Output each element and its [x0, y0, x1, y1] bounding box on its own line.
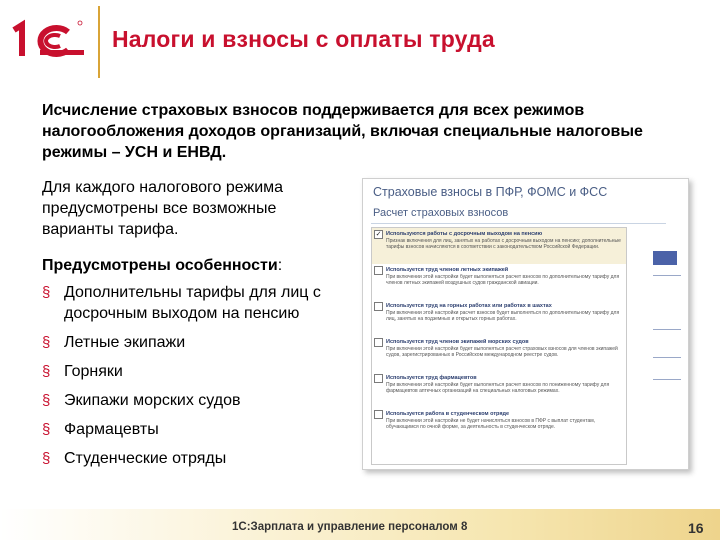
side-panel-line	[653, 379, 681, 380]
option-label: Используется работа в студенческом отряде	[386, 411, 510, 417]
side-panel-line	[653, 357, 681, 358]
form-divider	[371, 223, 666, 224]
option-label: Используется труд на горных работах или работах в шахтах	[386, 303, 552, 309]
checkbox[interactable]	[374, 410, 383, 419]
side-panel-strip	[653, 251, 677, 265]
bullet-icon: §	[42, 421, 51, 438]
feature-text: Экипажи морских судов	[64, 392, 241, 409]
features-title: Предусмотрены особенности	[42, 257, 278, 274]
side-panel-line	[653, 329, 681, 330]
list-item	[42, 282, 362, 324]
list-item	[42, 448, 362, 469]
bullet-icon: §	[42, 392, 51, 409]
bullet-icon: §	[42, 284, 51, 301]
option-pharmacists	[372, 372, 626, 408]
feature-text: Горняки	[64, 363, 123, 380]
intro-text: Исчисление страховых взносов поддерживается для всех режимов налогообложения доходов организаций, включая специальные налоговые режимы – УСН и ЕНВД.	[42, 102, 643, 161]
option-description: При включении этой настройки не будет начисляться взносов в ПФР с выплат студентам, обучающимся по очной форме, за деятельность в студенческом отряде.	[386, 418, 596, 430]
features-list	[42, 282, 362, 469]
option-label: Используется труд фармацевтов	[386, 375, 477, 381]
feature-text: Студенческие отряды	[64, 450, 227, 467]
features-title-colon: :	[277, 257, 283, 274]
form-window-title: Страховые взносы в ПФР, ФОМС и ФСС	[373, 185, 608, 199]
features-block	[42, 255, 362, 477]
checkbox[interactable]	[374, 266, 383, 275]
checkbox[interactable]	[374, 338, 383, 347]
option-description: При включении этой настройки будет выполняться расчет взносов по дополнительному тарифу для членов летных экипажей воздушных судов гражданской авиации.	[386, 274, 620, 286]
list-item	[42, 390, 362, 411]
option-student-teams	[372, 408, 626, 444]
footer-product: 1С:Зарплата и управление персоналом 8	[232, 521, 468, 533]
list-item	[42, 419, 362, 440]
option-label: Используется труд членов летных экипажей	[386, 267, 509, 273]
header-divider	[98, 6, 100, 78]
option-label: Используются работы с досрочным выходом на пенсию	[386, 231, 543, 237]
bullet-icon: §	[42, 450, 51, 467]
option-description: При включении этой настройки расчет взносов будет выполняться по дополнительному тарифу для лиц, занятых на подземных и открытых горных работах.	[386, 310, 620, 322]
option-flight-crew	[372, 264, 626, 300]
option-description: При включении этой настройки будет выполняться расчет страховых взносов для членов экипажей судов, зарегистрированных в Российском международном реестре судов.	[386, 346, 618, 358]
tariffs-text: Для каждого налогового режима предусмотрены все возможные варианты тарифа.	[42, 179, 284, 238]
bullet-icon: §	[42, 363, 51, 380]
options-group	[371, 227, 627, 465]
features-heading	[42, 255, 362, 276]
bullet-icon: §	[42, 334, 51, 351]
feature-text: Летные экипажи	[64, 334, 186, 351]
checkbox[interactable]	[374, 302, 383, 311]
list-item	[42, 332, 362, 353]
option-miners	[372, 300, 626, 336]
settings-form-screenshot	[362, 178, 689, 470]
feature-text: Фармацевты	[64, 421, 159, 438]
option-label: Используется труд членов экипажей морских судов	[386, 339, 529, 345]
feature-text: Дополнительны тарифы для лиц с досрочным выходом на пенсию	[64, 284, 321, 322]
list-item	[42, 361, 362, 382]
page-title: Налоги и взносы с оплаты труда	[112, 26, 495, 52]
option-sea-crew	[372, 336, 626, 372]
form-section-title: Расчет страховых взносов	[373, 207, 509, 219]
1c-logo	[10, 18, 88, 62]
checkbox[interactable]: ✓	[375, 231, 382, 238]
option-description: При включении этой настройки будет выполняться расчет взносов по пониженному тарифу для фармацевтов аптечных организаций на специальных налоговых режимах.	[386, 382, 610, 394]
page-number: 16	[688, 520, 704, 536]
side-panel-line	[653, 275, 681, 276]
option-description: Признак включения для лиц, занятых на работах с досрочным выходом на пенсию; дополнительные тарифы взносов начисляются в соответствии с законодательством Российской Федерации.	[386, 238, 621, 250]
checkbox[interactable]	[374, 374, 383, 383]
option-early-pension	[372, 228, 626, 264]
